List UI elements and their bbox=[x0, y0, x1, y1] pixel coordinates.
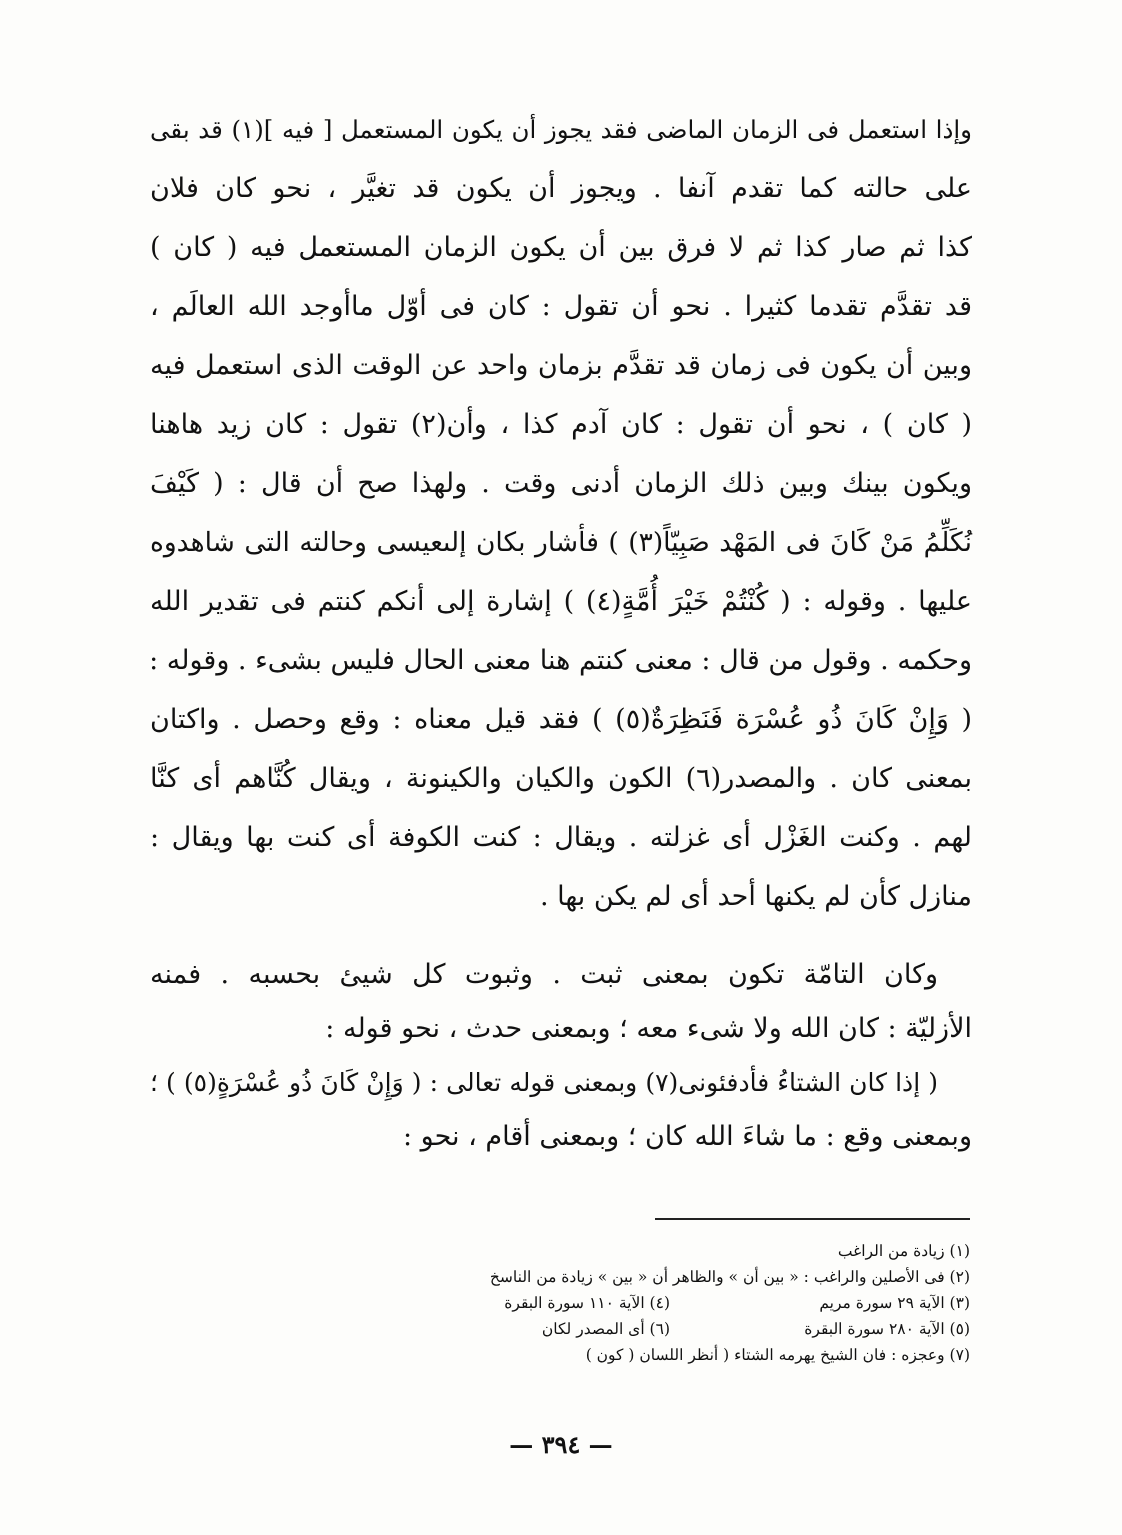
text-line: وبمعنى وقع : ما شاءَ الله كان ؛ وبمعنى أقام ، نحو : bbox=[402, 1121, 972, 1152]
text-line: وكان التامّة تكون بمعنى ثبت . وثبوت كل شيئ بحسبه . فمنه bbox=[150, 959, 938, 990]
text-line: منازل كأن لم يكنها أحد أى لم يكن بها . bbox=[539, 881, 972, 912]
text-line: قد تقدَّم تقدما كثيرا . نحو أن تقول : كان فى أوّل ماأوجد الله العالَم ، bbox=[150, 291, 972, 322]
paragraph-1 bbox=[150, 100, 972, 926]
paragraph-3 bbox=[150, 1056, 972, 1164]
footnote-row bbox=[280, 1342, 970, 1368]
footnotes bbox=[280, 1238, 970, 1368]
footnote-row bbox=[280, 1316, 970, 1342]
footnote-4: (٤) الآية ١١٠ سورة البقرة bbox=[504, 1294, 670, 1312]
text-line: نُكَلِّمُ مَنْ كَانَ فى المَهْد صَبِيّاً(٣) ) فأشار بكان إلىعيسى وحالته التى شاهدوه bbox=[150, 527, 972, 558]
footnote-divider bbox=[655, 1218, 970, 1220]
text-line: على حالته كما تقدم آنفا . ويجوز أن يكون قد تغيَّر ، نحو كان فلان bbox=[150, 173, 972, 204]
footnote-3: (٣) الآية ٢٩ سورة مريم bbox=[819, 1294, 970, 1312]
text-line: ( وَإِنْ كَانَ ذُو عُسْرَة فَنَظِرَةٌ(٥) ) فقد قيل معناه : وقع وحصل . واكتان bbox=[150, 704, 972, 735]
text-line: ويكون بينك وبين ذلك الزمان أدنى وقت . ولهذا صح أن قال : ( كَيْفَ bbox=[150, 468, 972, 499]
text-line: الأزليّة : كان الله ولا شىء معه ؛ وبمعنى حدث ، نحو قوله : bbox=[325, 1013, 972, 1044]
text-line: ( إذا كان الشتاءُ فأدفئونى(٧) وبمعنى قوله تعالى : ( وَإِنْ كَانَ ذُو عُسْرَةٍ(٥) ) ؛ bbox=[150, 1068, 938, 1097]
text-line: وحكمه . وقول من قال : معنى كنتم هنا معنى الحال فليس بشىء . وقوله : bbox=[149, 645, 972, 676]
footnote-row bbox=[280, 1238, 970, 1264]
footnote-6: (٦) أى المصدر لكان bbox=[541, 1320, 670, 1338]
paragraph-gap bbox=[150, 926, 972, 948]
text-line: بمعنى كان . والمصدر(٦) الكون والكيان والكينونة ، ويقال كُنَّاهم أى كنَّا bbox=[150, 763, 973, 794]
footnote-row bbox=[280, 1264, 970, 1290]
text-line: لهم . وكنت الغَزْل أى غزلته . ويقال : كنت الكوفة أى كنت بها ويقال : bbox=[150, 822, 972, 853]
footnote-1: (١) زيادة من الراغب bbox=[837, 1242, 970, 1260]
main-text bbox=[150, 100, 972, 1164]
text-line: كذا ثم صار كذا ثم لا فرق بين أن يكون الزمان المستعمل فيه ( كان ) bbox=[150, 232, 972, 263]
page-number: — ٣٩٤ — bbox=[509, 1430, 613, 1459]
footnote-2: (٢) فى الأصلين والراغب : « بين أن » والظاهر أن « بين » زيادة من الناسخ bbox=[489, 1268, 970, 1286]
text-line: ( كان ) ، نحو أن تقول : كان آدم كذا ، وأن(٢) تقول : كان زيد هاهنا bbox=[150, 409, 972, 440]
footnote-5: (٥) الآية ٢٨٠ سورة البقرة bbox=[804, 1320, 970, 1338]
footnote-row bbox=[280, 1290, 970, 1316]
text-line: وبين أن يكون فى زمان قد تقدَّم بزمان واحد عن الوقت الذى استعمل فيه bbox=[150, 350, 972, 381]
footnote-7: (٧) وعجزه : فان الشيخ يهرمه الشتاء ( أنظر اللسان ( كون ) bbox=[585, 1346, 970, 1364]
text-line: عليها . وقوله : ( كُنْتُمْ خَيْرَ أُمَّةٍ(٤) ) إشارة إلى أنكم كنتم فى تقدير الله bbox=[150, 586, 972, 617]
paragraph-2 bbox=[150, 948, 972, 1056]
text-line: وإذا استعمل فى الزمان الماضى فقد يجوز أن يكون المستعمل [ فيه ](١) قد بقى bbox=[150, 115, 972, 144]
